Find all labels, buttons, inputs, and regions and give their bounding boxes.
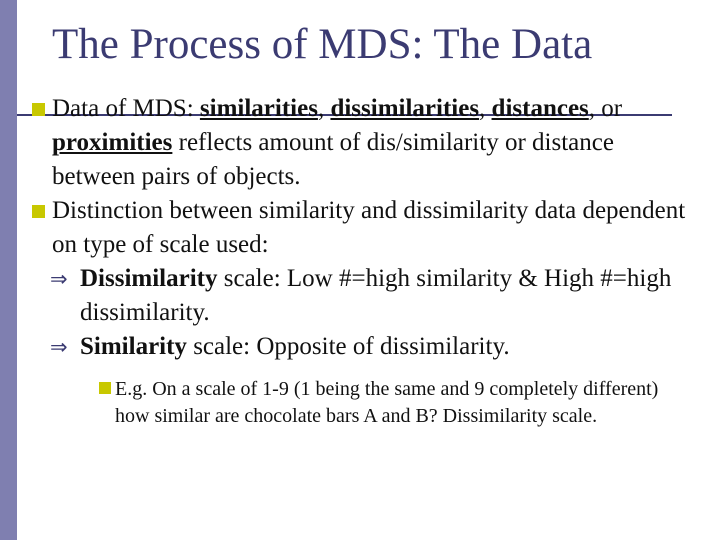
square-bullet-icon <box>99 382 111 394</box>
sub-bullet-dissimilarity <box>0 262 700 330</box>
slide-body <box>0 92 700 430</box>
term-similarities: similarities <box>199 95 318 122</box>
bullet2-text: Distinction between similarity and dissimilarity data dependent on type of scale used: <box>52 197 686 258</box>
sub1-text: scale: Low #=high similarity & High #=high dissimilarity. <box>80 265 672 326</box>
sub-bullet-similarity <box>0 330 700 364</box>
term-dissimilarities: dissimilarities <box>330 95 480 122</box>
term-dissimilarity-scale: Dissimilarity <box>80 265 218 292</box>
sep1: , <box>317 95 331 122</box>
term-similarity-scale: Similarity <box>80 333 187 360</box>
term-distances: distances <box>491 95 589 122</box>
example-text: E.g. On a scale of 1-9 (1 being the same and 9 completely different) how similar are chocolate bars A and B? Dissimilarity scale. <box>115 378 659 427</box>
sep2: , <box>479 95 492 122</box>
slide-title: The Process of MDS: The Data <box>52 21 593 68</box>
square-bullet-icon <box>32 103 45 116</box>
bullet1-lead: Data of MDS: <box>52 95 200 122</box>
bullet-data-of-mds <box>0 92 700 194</box>
double-arrow-icon: ⇒ <box>50 335 68 359</box>
term-proximities: proximities <box>52 129 173 156</box>
bullet-distinction <box>0 194 700 262</box>
sub2-text: scale: Opposite of dissimilarity. <box>186 333 510 360</box>
double-arrow-icon: ⇒ <box>50 267 68 291</box>
bullet1-line2-prefix: or <box>601 95 623 122</box>
bullet1-rest: reflects amount of dis/similarity or distance between pairs of objects. <box>52 129 614 190</box>
square-bullet-icon <box>32 205 45 218</box>
sep3: , <box>588 95 602 122</box>
sub-sub-bullet-example <box>0 376 700 430</box>
